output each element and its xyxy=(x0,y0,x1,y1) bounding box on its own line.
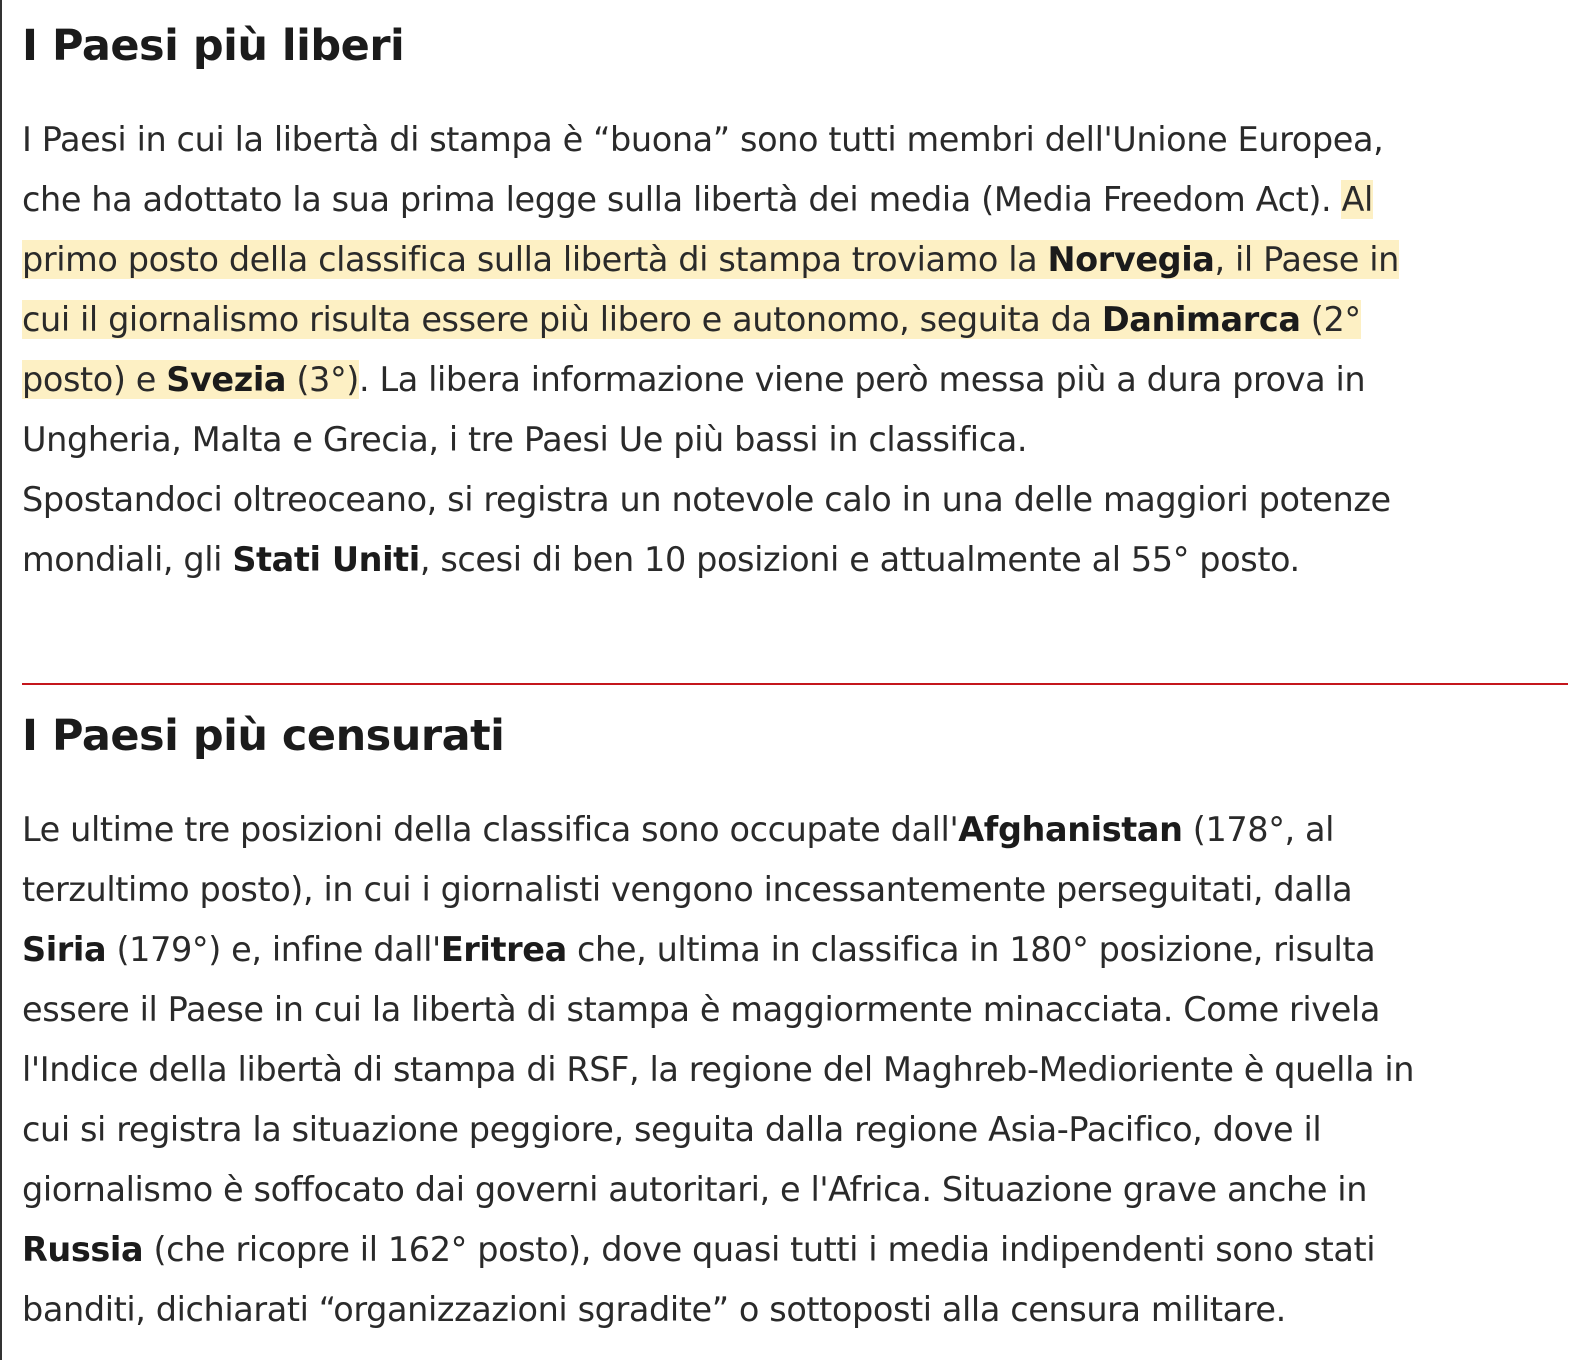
highlighted-text: Al xyxy=(1341,180,1373,219)
section-heading-most-censored-countries: I Paesi più censurati xyxy=(22,711,505,761)
text-line: essere il Paese in cui la libertà di stampa è maggiormente minacciata. Come rivela xyxy=(22,990,1380,1029)
text-line: posto) e Svezia (3°). La libera informazione viene però messa più a dura prova in xyxy=(22,360,1366,399)
text-line: terzultimo posto), in cui i giornalisti vengono incessantemente perseguitati, dalla xyxy=(22,870,1353,909)
highlighted-text: primo posto della classifica sulla libertà di stampa troviamo la Norvegia, il Paese in xyxy=(22,240,1399,279)
paragraph-most-censored-countries xyxy=(22,800,1414,1340)
text-line: Spostandoci oltreoceano, si registra un notevole calo in una delle maggiori potenze xyxy=(22,480,1391,519)
country-sweden: Svezia xyxy=(166,360,287,399)
text-line: l'Indice della libertà di stampa di RSF, la regione del Maghreb-Medioriente è quella in xyxy=(22,1050,1415,1089)
text-line xyxy=(22,290,1399,350)
text-line: mondiali, gli Stati Uniti, scesi di ben 10 posizioni e attualmente al 55° posto. xyxy=(22,540,1300,579)
text-line: Russia (che ricopre il 162° posto), dove quasi tutti i media indipendenti sono stati xyxy=(22,1230,1376,1269)
text-line: Siria (179°) e, infine dall'Eritrea che, ultima in classifica in 180° posizione, risulta xyxy=(22,930,1376,969)
country-afghanistan: Afghanistan xyxy=(958,810,1183,849)
left-border xyxy=(0,0,2,1360)
country-russia: Russia xyxy=(22,1230,144,1269)
text-line: Le ultime tre posizioni della classifica sono occupate dall'Afghanistan (178°, al xyxy=(22,810,1335,849)
section-heading-freest-countries: I Paesi più liberi xyxy=(22,21,405,71)
paragraph-freest-countries xyxy=(22,110,1399,590)
country-syria: Siria xyxy=(22,930,107,969)
country-norway: Norvegia xyxy=(1047,240,1215,279)
text-line xyxy=(22,230,1399,290)
section-divider xyxy=(22,683,1568,685)
highlighted-text: cui il giornalismo risulta essere più libero e autonomo, seguita da Danimarca (2° xyxy=(22,300,1361,339)
country-denmark: Danimarca xyxy=(1101,300,1301,339)
text-line: Ungheria, Malta e Grecia, i tre Paesi Ue più bassi in classifica. xyxy=(22,420,1028,459)
text-line: che ha adottato la sua prima legge sulla libertà dei media (Media Freedom Act). Al xyxy=(22,180,1373,219)
country-united-states: Stati Uniti xyxy=(232,540,420,579)
text-line: cui si registra la situazione peggiore, seguita dalla regione Asia-Pacifico, dove il xyxy=(22,1110,1322,1149)
text-line: giornalismo è soffocato dai governi autoritari, e l'Africa. Situazione grave anche in xyxy=(22,1170,1368,1209)
country-eritrea: Eritrea xyxy=(440,930,567,969)
text-line: banditi, dichiarati “organizzazioni sgradite” o sottoposti alla censura militare. xyxy=(22,1290,1286,1329)
text-line: I Paesi in cui la libertà di stampa è “buona” sono tutti membri dell'Unione Europea, xyxy=(22,120,1384,159)
highlighted-text: posto) e Svezia (3°) xyxy=(22,360,359,399)
